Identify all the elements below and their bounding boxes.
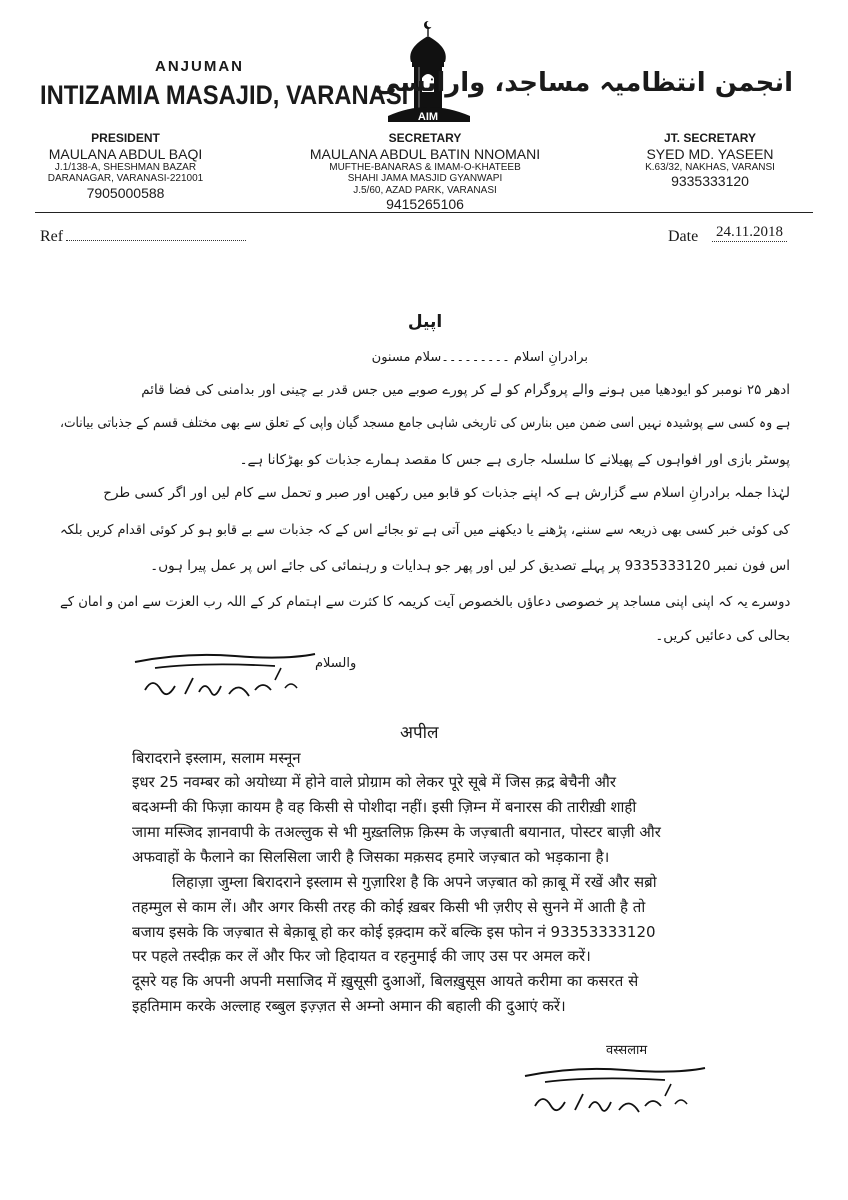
hindi-line: तहम्मुल से काम लें। और अगर किसी तरह की कोई ख़बर किसी भी ज़रीए से सुनने में आती है तो — [132, 898, 646, 916]
urdu-line: لہٰذا جملہ برادرانِ اسلام سے گزارش ہے کہ اپنے جذبات کو قابو میں رکھیں اور صبر و تحمل سے کام لیں اور اگر کسی طرح — [103, 485, 790, 501]
hindi-line: इधर 25 नवम्बर को अयोध्या में होने वाले प्रोग्राम को लेकर पूरे सूबे में जिस क़द्र बेचैनी और — [132, 773, 617, 791]
signature-hindi — [515, 1048, 715, 1128]
hindi-line: इहतिमाम करके अल्लाह रब्बुल इज़्ज़त से अम्नो अमान की बहाली की दुआएं करें। — [132, 997, 566, 1015]
org-name-urdu: انجمن انتظامیہ مساجد، وارانسی — [373, 68, 793, 98]
jt-secretary-block — [610, 132, 810, 189]
urdu-line: کی کوئی خبر کسی بھی ذریعہ سے سننے، پڑھنے یا دیکھنے میں آتی ہے تو بجائے اس کے کہ جذبات سے بے قابو ہو کر کوئی اقدام کریں بلکہ — [60, 522, 790, 538]
ref-dotted-line — [66, 240, 246, 241]
urdu-line: ادھر ۲۵ نومبر کو ایودھیا میں ہونے والے پروگرام کو لے کر پورے صوبے میں جس قدر بے چینی اور بدامنی کی فضا قائم — [141, 382, 790, 398]
hindi-line: दूसरे यह कि अपनी अपनी मसाजिद में ख़ुसूसी दुआओं, बिलख़ुसूस आयते करीमा का कसरत से — [132, 972, 639, 990]
president-address-1: J.1/138-A, SHESHMAN BAZAR — [54, 161, 197, 173]
secretary-address-1: MUFTHE-BANARAS & IMAM-O-KHATEEB — [329, 161, 521, 173]
urdu-line: بحالی کی دعائیں کریں۔ — [655, 628, 790, 644]
secretary-address-2: SHAHI JAMA MASJID GYANWAPI — [347, 173, 503, 185]
urdu-line: اس فون نمبر 9335333120 پر پہلے تصدیق کر لیں اور پھر جو ہدایات و رہنمائی کی جائے اس پر عمل پیرا ہوں۔ — [150, 558, 790, 574]
secretary-name: MAULANA ABDUL BATIN NNOMANI — [309, 145, 541, 162]
secretary-address-3: J.5/60, AZAD PARK, VARANASI — [353, 184, 497, 196]
urdu-closing: والسلام — [315, 656, 357, 671]
hindi-appeal-title: अपील — [400, 723, 439, 743]
logo-text: AIM — [417, 111, 439, 123]
date-label: Date — [668, 228, 699, 245]
hindi-line: बदअम्नी की फिज़ा कायम है वह किसी से पोशीदा नहीं। इसी ज़िम्न में बनारस की तारीख़ी शाही — [132, 798, 637, 816]
jt-secretary-role: JT. SECRETARY — [663, 131, 756, 145]
header-divider — [35, 212, 813, 213]
hindi-line: बजाय इसके कि जज़्बात से बेक़ाबू हो कर कोई इक़्दाम करें बल्कि इस फोन नं 93353333120 — [132, 923, 656, 941]
hindi-line: लिहाज़ा जुम्ला बिरादराने इस्लाम से गुज़ारिश है कि अपने जज़्बात को क़ाबू में रखें और सब्रो — [172, 873, 657, 891]
president-name: MAULANA ABDUL BAQI — [48, 145, 203, 162]
urdu-line: پوسٹر بازی اور افواہوں کے پھیلانے کا سلسلہ جاری ہے جس کا مقصد ہمارے جذبات کو بھڑکانا ہے۔ — [239, 452, 790, 468]
president-block — [38, 132, 213, 201]
hindi-line: अफवाहों के फैलाने का सिलसिला जारी है जिसका मक़सद हमारे जज़्बात को भड़काना है। — [132, 848, 610, 866]
hindi-line: पर पहले तस्दीक़ कर लें और फिर जो हिदायत व रहनुमाई की जाए उस पर अमल करें। — [132, 947, 591, 965]
president-address-2: DARANAGAR, VARANASI-221001 — [47, 173, 204, 185]
hindi-closing: वस्सलाम — [606, 1043, 648, 1058]
org-name: INTIZAMIA MASAJID, VARANASI — [40, 80, 409, 110]
hindi-line: जामा मस्जिद ज्ञानवापी के तअल्लुक से भी मुख़्तलिफ़ क़िस्म के जज़्बाती बयानात, पोस्टर बाज़ी और — [132, 823, 661, 841]
president-phone: 7905000588 — [86, 184, 165, 201]
signature-urdu — [125, 632, 325, 712]
hindi-salutation: बिरादराने इस्लाम, सलाम मस्नून — [132, 749, 301, 767]
urdu-appeal-title: اپیل — [407, 312, 443, 332]
president-role: PRESIDENT — [91, 131, 160, 145]
jt-secretary-name: SYED MD. YASEEN — [646, 145, 774, 162]
secretary-block — [290, 132, 560, 212]
ref-label: Ref — [40, 228, 64, 245]
urdu-salutation: برادرانِ اسلام ۔۔۔۔۔۔۔۔۔سلام مسنون — [371, 350, 588, 365]
jt-secretary-address: K.63/32, NAKHAS, VARANSI — [645, 161, 775, 173]
urdu-line: دوسرے یہ کہ اپنی اپنی مساجد پر خصوصی دعاؤں بالخصوص آیت کریمہ کا کثرت سے اہتمام کر کے اللہ رب العزت سے امن و امان کے — [59, 594, 790, 610]
org-name-small: ANJUMAN — [155, 58, 244, 75]
secretary-phone: 9415265106 — [386, 196, 464, 213]
urdu-line: ہے وہ کسی سے پوشیدہ نہیں اسی ضمن میں بنارس کی تاریخی شاہی جامع مسجد گیان واپی کے تعلق سے بھی مختلف قسم کے جذباتی بیانات، — [59, 415, 790, 431]
date-value: 24.11.2018 — [712, 224, 787, 242]
jt-secretary-phone: 9335333120 — [671, 173, 749, 190]
secretary-role: SECRETARY — [388, 131, 462, 145]
